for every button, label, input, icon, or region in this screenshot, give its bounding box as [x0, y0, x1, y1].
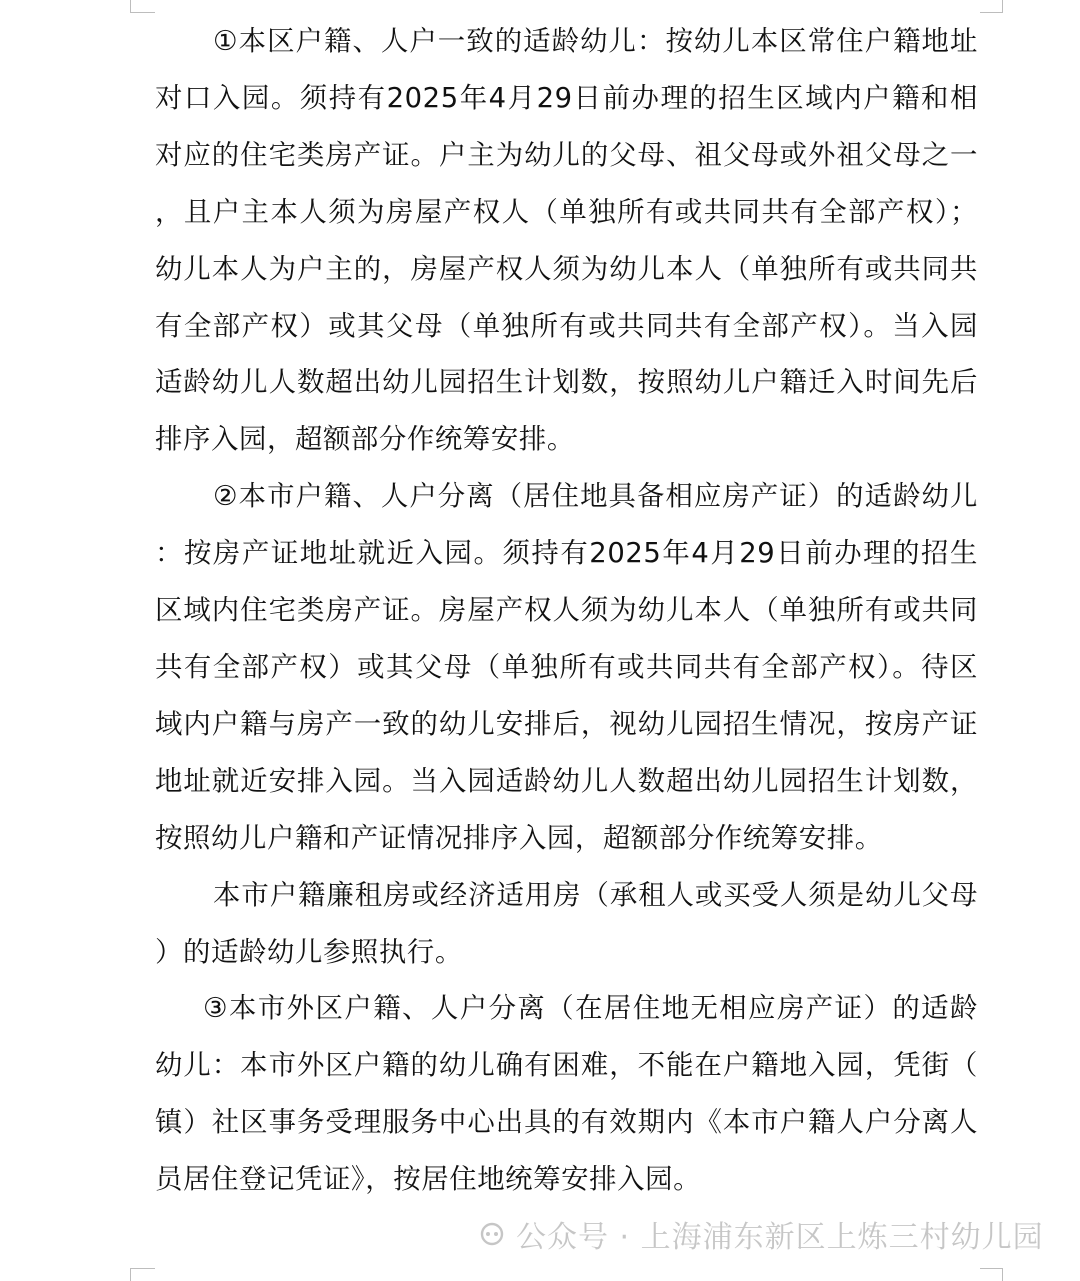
paragraph-item-1: ①本区户籍、人户一致的适龄幼儿：按幼儿本区常住户籍地址对口入园。须持有2025年4月29日前办理的招生区域内户籍和相对应的住宅类房产证。户主为幼儿的父母、祖父母或外祖父母之一，且户主本人须为房屋产权人（单独所有或共同共有全部产权）；幼儿本人为户主的，房屋产权人须为幼儿本人（单独所有或共同共有全部产权）或其父母（单独所有或共同共有全部产权）。当入园适龄幼儿人数超出幼儿园招生计划数，按照幼儿户籍迁入时间先后排序入园，超额部分作统筹安排。 [155, 26, 978, 456]
page-corner-mark [980, 0, 1003, 13]
page-corner-mark [130, 0, 155, 13]
watermark [478, 1214, 1044, 1254]
page-corner-mark [980, 1268, 1003, 1281]
paragraph-note: 本市户籍廉租房或经济适用房（承租人或买受人须是幼儿父母）的适龄幼儿参照执行。 [155, 879, 978, 968]
wechat-official-account-icon [478, 1222, 506, 1246]
paragraph-item-3: ③本市外区户籍、人户分离（在居住地无相应房产证）的适龄幼儿：本市外区户籍的幼儿确有困难，不能在户籍地入园，凭街（镇）社区事务受理服务中心出具的有效期内《本市户籍人户分离人员居住登记凭证》，按居住地统筹安排入园。 [155, 993, 978, 1196]
page-corner-mark [130, 1268, 155, 1281]
watermark-text: 公众号 · 上海浦东新区上炼三村幼儿园 [516, 1220, 1044, 1255]
document-body [155, 14, 978, 1209]
paragraph-item-2: ②本市户籍、人户分离（居住地具备相应房产证）的适龄幼儿：按房产证地址就近入园。须持有2025年4月29日前办理的招生区域内住宅类房产证。房屋产权人须为幼儿本人（单独所有或共同共有全部产权）或其父母（单独所有或共同共有全部产权）。待区域内户籍与房产一致的幼儿安排后，视幼儿园招生情况，按房产证地址就近安排入园。当入园适龄幼儿人数超出幼儿园招生计划数，按照幼儿户籍和产证情况排序入园，超额部分作统筹安排。 [155, 481, 978, 854]
